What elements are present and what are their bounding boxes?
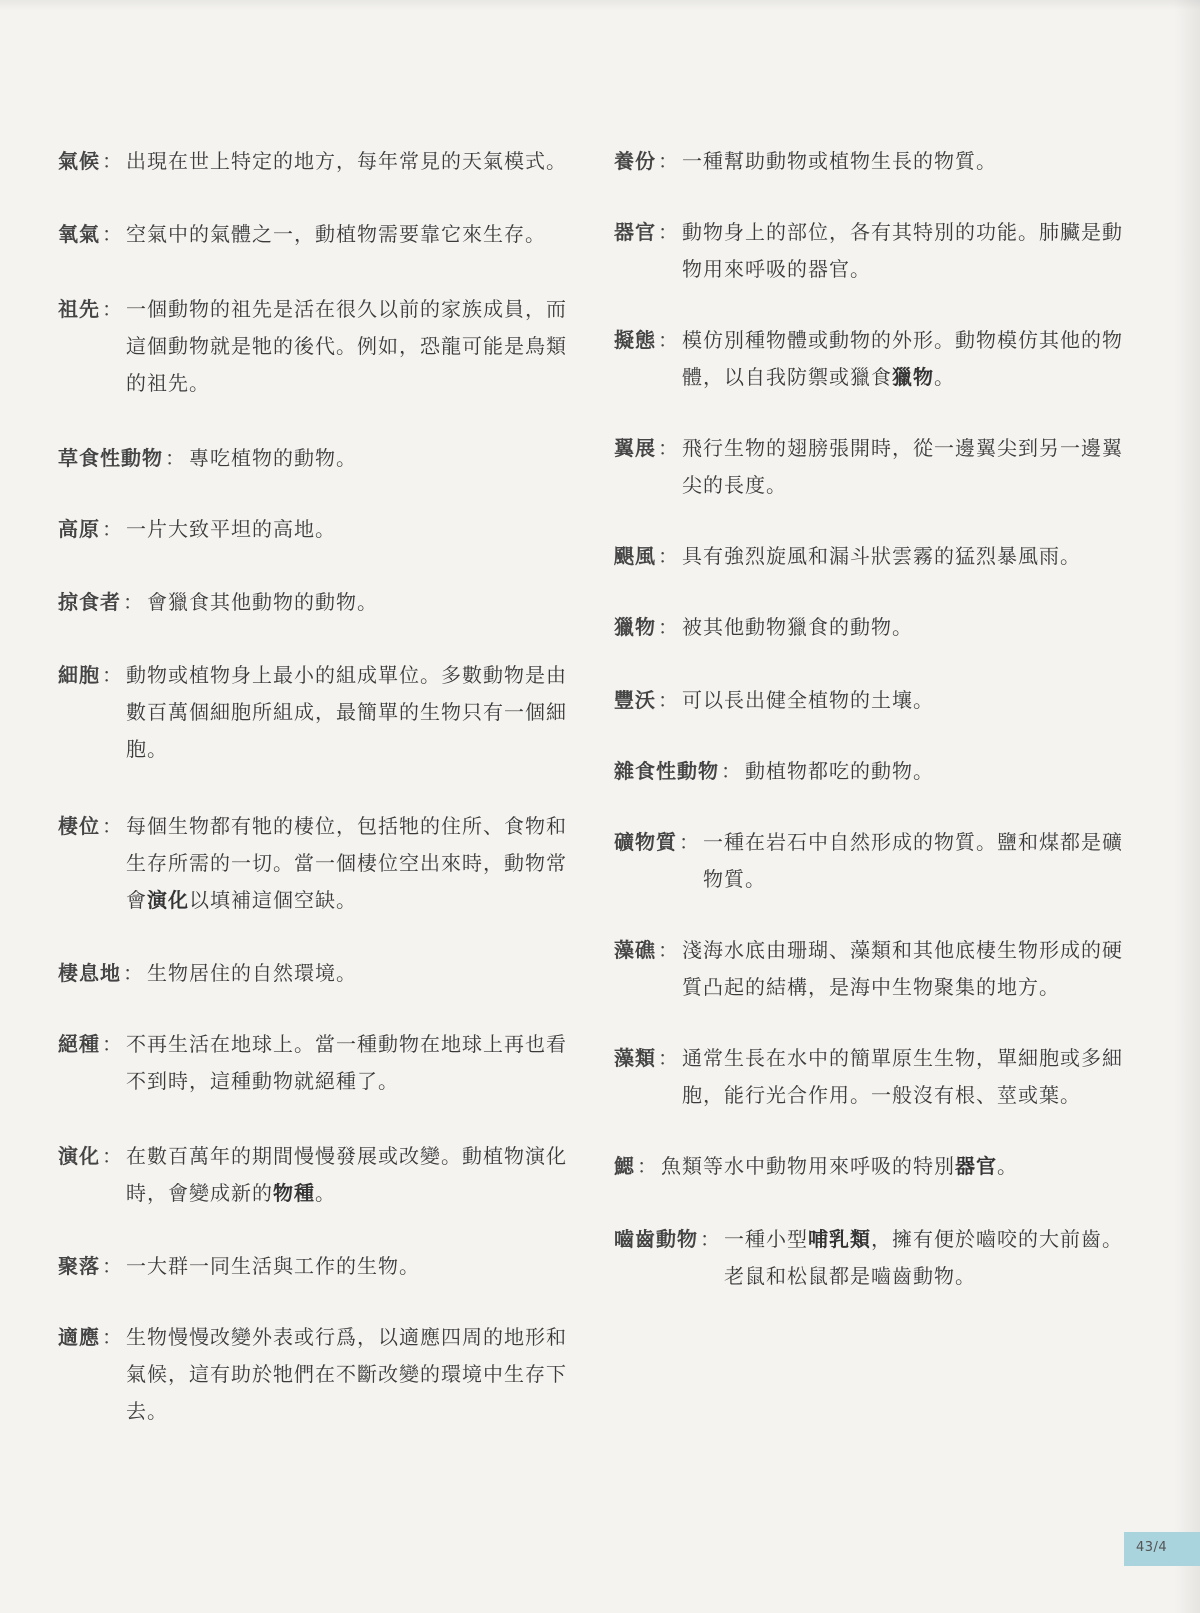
term-separator: ： bbox=[102, 1254, 123, 1278]
glossary-entry bbox=[58, 291, 568, 402]
term-separator: ： bbox=[700, 1227, 721, 1251]
term-separator: ： bbox=[123, 590, 144, 614]
definition-text: 。 bbox=[997, 1154, 1018, 1178]
definition-text: 專吃植物的動物。 bbox=[189, 446, 357, 470]
glossary-entry bbox=[614, 682, 1134, 719]
glossary-term: 氣候 bbox=[58, 149, 100, 173]
glossary-entry bbox=[614, 1221, 1134, 1295]
term-separator: ： bbox=[637, 1154, 658, 1178]
glossary-entry bbox=[58, 584, 568, 621]
glossary-term: 鰓 bbox=[614, 1154, 635, 1178]
term-separator: ： bbox=[102, 814, 123, 838]
glossary-definition bbox=[126, 291, 568, 402]
glossary-definition bbox=[682, 214, 1134, 288]
definition-keyword: 獵物 bbox=[892, 365, 934, 389]
glossary-entry bbox=[614, 214, 1134, 288]
definition-text: 空氣中的氣體之一，動植物需要靠它來生存。 bbox=[126, 222, 546, 246]
glossary-definition bbox=[126, 1138, 568, 1212]
term-separator: ： bbox=[658, 615, 679, 639]
glossary-entry bbox=[614, 430, 1134, 504]
glossary-entry bbox=[58, 511, 568, 548]
definition-text: 模仿別種物體或動物的外形。動物模仿其他的物體，以自我防禦或獵食 bbox=[682, 328, 1123, 389]
term-separator: ： bbox=[658, 1046, 679, 1070]
glossary-entry bbox=[58, 440, 568, 477]
glossary-entry bbox=[614, 609, 1134, 646]
glossary-term: 豐沃 bbox=[614, 688, 656, 712]
definition-text: 以填補這個空缺。 bbox=[189, 888, 357, 912]
glossary-definition bbox=[682, 682, 1134, 719]
glossary-term: 翼展 bbox=[614, 436, 656, 460]
glossary-entry bbox=[58, 955, 568, 992]
definition-text: 魚類等水中動物用來呼吸的特別 bbox=[661, 1154, 955, 1178]
glossary-entry bbox=[58, 1026, 568, 1100]
glossary-term: 颶風 bbox=[614, 544, 656, 568]
term-separator: ： bbox=[658, 688, 679, 712]
glossary-definition bbox=[147, 584, 568, 621]
glossary-term: 養份 bbox=[614, 149, 656, 173]
glossary-column-left bbox=[58, 143, 568, 1430]
glossary-term: 藻類 bbox=[614, 1046, 656, 1070]
definition-text: 。 bbox=[934, 365, 955, 389]
page-number: 43/4 bbox=[1136, 1540, 1168, 1555]
term-separator: ： bbox=[123, 961, 144, 985]
glossary-entry bbox=[614, 322, 1134, 396]
glossary-definition bbox=[147, 955, 568, 992]
glossary-term: 聚落 bbox=[58, 1254, 100, 1278]
glossary-term: 高原 bbox=[58, 517, 100, 541]
term-separator: ： bbox=[679, 830, 700, 854]
definition-text: 被其他動物獵食的動物。 bbox=[682, 615, 913, 639]
glossary-term: 棲息地 bbox=[58, 961, 121, 985]
glossary-term: 草食性動物 bbox=[58, 446, 163, 470]
definition-text: 可以長出健全植物的土壤。 bbox=[682, 688, 934, 712]
term-separator: ： bbox=[165, 446, 186, 470]
glossary-entry bbox=[614, 1148, 1134, 1185]
term-separator: ： bbox=[102, 517, 123, 541]
glossary-definition bbox=[682, 143, 1134, 180]
glossary-term: 棲位 bbox=[58, 814, 100, 838]
definition-text: 一片大致平坦的高地。 bbox=[126, 517, 336, 541]
term-separator: ： bbox=[102, 663, 123, 687]
glossary-term: 氧氣 bbox=[58, 222, 100, 246]
definition-keyword: 物種 bbox=[273, 1181, 315, 1205]
page-edge-shadow-right bbox=[1174, 0, 1200, 1613]
glossary-definition bbox=[126, 1319, 568, 1430]
glossary-term: 獵物 bbox=[614, 615, 656, 639]
glossary-term: 擬態 bbox=[614, 328, 656, 352]
glossary-definition bbox=[682, 430, 1134, 504]
definition-text: 動物身上的部位，各有其特別的功能。肺臟是動物用來呼吸的器官。 bbox=[682, 220, 1123, 281]
definition-keyword: 哺乳類 bbox=[808, 1227, 871, 1251]
definition-text: 生物慢慢改變外表或行爲，以適應四周的地形和氣候，這有助於牠們在不斷改變的環境中生存下去。 bbox=[126, 1325, 567, 1423]
glossary-definition bbox=[703, 824, 1134, 898]
term-separator: ： bbox=[102, 149, 123, 173]
term-separator: ： bbox=[658, 436, 679, 460]
definition-keyword: 器官 bbox=[955, 1154, 997, 1178]
glossary-column-right bbox=[614, 143, 1134, 1295]
glossary-definition bbox=[682, 538, 1134, 575]
glossary-term: 演化 bbox=[58, 1144, 100, 1168]
term-separator: ： bbox=[658, 544, 679, 568]
definition-text: 通常生長在水中的簡單原生生物，單細胞或多細胞，能行光合作用。一般沒有根、莖或葉。 bbox=[682, 1046, 1123, 1107]
glossary-term: 雜食性動物 bbox=[614, 759, 719, 783]
glossary-entry bbox=[58, 216, 568, 253]
glossary-term: 適應 bbox=[58, 1325, 100, 1349]
term-separator: ： bbox=[658, 938, 679, 962]
glossary-entry bbox=[614, 932, 1134, 1006]
definition-text: 生物居住的自然環境。 bbox=[147, 961, 357, 985]
term-separator: ： bbox=[658, 220, 679, 244]
glossary-definition bbox=[682, 322, 1134, 396]
definition-text: 每個生物都有牠的棲位，包括牠的住所、食物和生存所需的一切。當一個棲位空出來時，動物常會 bbox=[126, 814, 567, 912]
definition-text: 在數百萬年的期間慢慢發展或改變。動植物演化時，會變成新的 bbox=[126, 1144, 567, 1205]
definition-text: 具有強烈旋風和漏斗狀雲霧的猛烈暴風雨。 bbox=[682, 544, 1081, 568]
glossary-term: 礦物質 bbox=[614, 830, 677, 854]
term-separator: ： bbox=[721, 759, 742, 783]
definition-text: 一個動物的祖先是活在很久以前的家族成員，而這個動物就是牠的後代。例如，恐龍可能是鳥類的祖先。 bbox=[126, 297, 567, 395]
glossary-term: 器官 bbox=[614, 220, 656, 244]
definition-keyword: 演化 bbox=[147, 888, 189, 912]
glossary-term: 藻礁 bbox=[614, 938, 656, 962]
glossary-definition bbox=[682, 1040, 1134, 1114]
glossary-entry bbox=[614, 824, 1134, 898]
glossary-entry bbox=[614, 1040, 1134, 1114]
glossary-term: 嚙齒動物 bbox=[614, 1227, 698, 1251]
glossary-definition bbox=[189, 440, 568, 477]
glossary-definition bbox=[682, 932, 1134, 1006]
glossary-entry bbox=[58, 143, 568, 180]
definition-text: 。 bbox=[315, 1181, 336, 1205]
definition-text: 飛行生物的翅膀張開時，從一邊翼尖到另一邊翼尖的長度。 bbox=[682, 436, 1123, 497]
definition-text: 一種在岩石中自然形成的物質。鹽和煤都是礦物質。 bbox=[703, 830, 1123, 891]
term-separator: ： bbox=[658, 328, 679, 352]
glossary-entry bbox=[58, 1248, 568, 1285]
glossary-term: 細胞 bbox=[58, 663, 100, 687]
glossary-term: 絕種 bbox=[58, 1032, 100, 1056]
glossary-definition bbox=[126, 657, 568, 768]
glossary-entry bbox=[614, 143, 1134, 180]
definition-text: 一種幫助動物或植物生長的物質。 bbox=[682, 149, 997, 173]
glossary-definition bbox=[126, 1248, 568, 1285]
term-separator: ： bbox=[102, 222, 123, 246]
term-separator: ： bbox=[102, 1032, 123, 1056]
definition-text: 不再生活在地球上。當一種動物在地球上再也看不到時，這種動物就絕種了。 bbox=[126, 1032, 567, 1093]
term-separator: ： bbox=[102, 1144, 123, 1168]
term-separator: ： bbox=[102, 1325, 123, 1349]
definition-text: 動植物都吃的動物。 bbox=[745, 759, 934, 783]
glossary-definition bbox=[126, 216, 568, 253]
term-separator: ： bbox=[102, 297, 123, 321]
glossary-entry bbox=[614, 538, 1134, 575]
page-number-tab bbox=[1124, 1532, 1200, 1566]
definition-text: 一種小型 bbox=[724, 1227, 808, 1251]
glossary-definition bbox=[126, 1026, 568, 1100]
glossary-term: 掠食者 bbox=[58, 590, 121, 614]
glossary-entry bbox=[58, 657, 568, 768]
definition-text: 會獵食其他動物的動物。 bbox=[147, 590, 378, 614]
glossary-term: 祖先 bbox=[58, 297, 100, 321]
glossary-definition bbox=[682, 609, 1134, 646]
glossary-definition bbox=[724, 1221, 1134, 1295]
definition-text: ，擁有便於嚙咬的大前齒。老鼠和松鼠都是嚙齒動物。 bbox=[724, 1227, 1123, 1288]
definition-text: 一大群一同生活與工作的生物。 bbox=[126, 1254, 420, 1278]
term-separator: ： bbox=[658, 149, 679, 173]
glossary-entry bbox=[58, 808, 568, 919]
glossary-definition bbox=[745, 753, 1134, 790]
glossary-definition bbox=[126, 808, 568, 919]
glossary-definition bbox=[661, 1148, 1134, 1185]
glossary-definition bbox=[126, 143, 568, 180]
glossary-entry bbox=[614, 753, 1134, 790]
definition-text: 淺海水底由珊瑚、藻類和其他底棲生物形成的硬質凸起的結構，是海中生物聚集的地方。 bbox=[682, 938, 1123, 999]
glossary-entry bbox=[58, 1138, 568, 1212]
page-edge-shadow-top bbox=[0, 0, 1200, 10]
definition-text: 動物或植物身上最小的組成單位。多數動物是由數百萬個細胞所組成，最簡單的生物只有一個細胞。 bbox=[126, 663, 567, 761]
glossary-entry bbox=[58, 1319, 568, 1430]
definition-text: 出現在世上特定的地方，每年常見的天氣模式。 bbox=[126, 149, 567, 173]
glossary-definition bbox=[126, 511, 568, 548]
